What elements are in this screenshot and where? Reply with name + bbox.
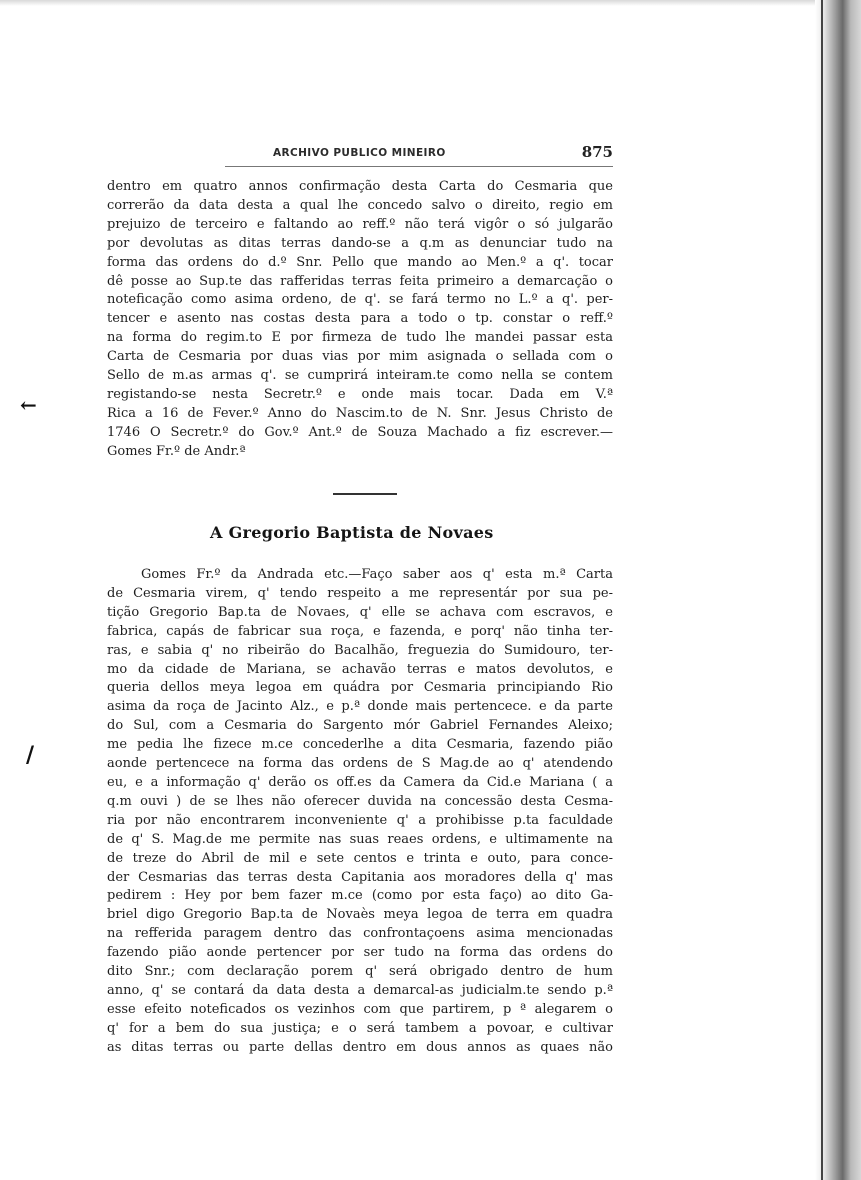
text-line: na forma do regim.to E por firmeza de tudo lhe mandei passar esta: [107, 330, 613, 346]
text-line: anno, q' se contará da data desta a demarcal-as judicialm.te sendo p.ª: [107, 982, 613, 998]
text-line: ras, e sabia q' no ribeirão do Bacalhão, freguezia do Sumidouro, ter-: [107, 642, 613, 658]
text-line: Sello de m.as armas q'. se cumprirá inteiram.te como nella se contem: [107, 368, 613, 384]
text-line: aonde pertencece na forma das ordens de S Mag.de ao q' atendendo: [107, 756, 613, 772]
text-line: de treze do Abril de mil e sete centos e trinta e outo, para conce-: [107, 850, 613, 866]
text-line: Gomes Fr.º da Andrada etc.—Faço saber aos q' esta m.ª Carta: [141, 567, 613, 582]
page-edge-line: [821, 0, 823, 1180]
text-line: briel digo Gregorio Bap.ta de Novaès meya legoa de terra em quadra: [107, 907, 613, 923]
paragraph-carta-ending: [107, 178, 613, 462]
text-line: mo da cidade de Mariana, se achavão terras e matos devolutos, e: [107, 661, 613, 677]
text-line: correrão da data desta a qual lhe concedo salvo o direito, regio em: [107, 197, 613, 213]
text-line: tencer e asento nas costas desta para a todo o tp. constar o reff.º: [107, 311, 613, 327]
text-line: pedirem : Hey por bem fazer m.ce (como por esta faço) ao dito Ga-: [107, 888, 613, 904]
text-line: q' for a bem do sua justiça; e o será tambem a povoar, e cultivar: [107, 1020, 613, 1036]
text-line: q.m ouvi ) de se lhes não oferecer duvida na concessão desta Cesma-: [107, 793, 613, 809]
text-line: Rica a 16 de Fever.º Anno do Nascim.to de N. Snr. Jesus Christo de: [107, 405, 613, 421]
text-line: forma das ordens do d.º Snr. Pello que mando ao Men.º a q'. tocar: [107, 254, 613, 270]
margin-arrow-mark: ←: [20, 393, 37, 417]
page-number: 875: [581, 143, 613, 161]
text-line: fabrica, capás de fabricar sua roça, e fazenda, e porq' não tinha ter-: [107, 623, 613, 639]
section-separator-rule: [333, 493, 397, 495]
running-head: [225, 143, 613, 163]
text-line: na refferida paragem dentro das confrontaçoens asima mencionadas: [107, 926, 613, 942]
text-line: esse efeito noteficados os vezinhos com que partirem, p ª alegarem o: [107, 1001, 613, 1017]
text-line-signature: Gomes Fr.º de Andr.ª: [107, 443, 246, 459]
text-line: fazendo pião aonde pertencer por ser tudo na forma das ordens do: [107, 945, 613, 961]
margin-slash-mark: /: [26, 742, 35, 768]
text-line: me pedia lhe fizece m.ce concederlhe a dita Cesmaria, fazendo pião: [107, 737, 613, 753]
text-line: 1746 O Secretr.º do Gov.º Ant.º de Souza Machado a fiz escrever.—: [107, 424, 613, 440]
text-line: ria por não encontrarem inconveniente q' a prohibisse p.ta faculdade: [107, 812, 613, 828]
text-line: do Sul, com a Cesmaria do Sargento mór Gabriel Fernandes Aleixo;: [107, 718, 613, 734]
text-line: por devolutas as ditas terras dando-se a q.m as denunciar tudo na: [107, 235, 613, 251]
text-line: dentro em quatro annos confirmação desta Carta do Cesmaria que: [107, 179, 613, 194]
text-line: eu, e a informação q' derão os off.es da Camera da Cid.e Mariana ( a: [107, 774, 613, 790]
text-line: noteficação como asima ordeno, de q'. se fará termo no L.º a q'. per-: [107, 292, 613, 308]
text-line: asima da roça de Jacinto Alz., e p.ª donde mais pertencece. e da parte: [107, 699, 613, 715]
text-line: queria dellos meya legoa em quádra por Cesmaria principiando Rio: [107, 680, 613, 696]
text-line: prejuizo de terceiro e faltando ao reff.º não terá vigôr o só julgarão: [107, 216, 613, 232]
text-line: dê posse ao Sup.te das rafferidas terras feita primeiro a demarcação o: [107, 273, 613, 289]
paragraph-carta-body: [107, 566, 613, 1058]
text-line: der Cesmarias das terras desta Capitania aos moradores della q' mas: [107, 869, 613, 885]
text-line: Carta de Cesmaria por duas vias por mim asignada o sellada com o: [107, 349, 613, 365]
text-line: as ditas terras ou parte dellas dentro em dous annos as quaes não: [107, 1039, 613, 1055]
text-line: dito Snr.; com declaração porem q' será obrigado dentro de hum: [107, 964, 613, 980]
scan-top-shadow: [0, 0, 861, 6]
section-heading: A Gregorio Baptista de Novaes: [210, 523, 494, 542]
text-line: registando-se nesta Secretr.º e onde mais tocar. Dada em V.ª: [107, 386, 613, 402]
text-line: de Cesmaria virem, q' tendo respeito a me representár por sua pe-: [107, 585, 613, 601]
header-rule: [225, 166, 613, 167]
running-title: ARCHIVO PUBLICO MINEIRO: [273, 147, 446, 159]
text-line: tição Gregorio Bap.ta de Novaes, q' elle se achava com escravos, e: [107, 604, 613, 620]
text-line: de q' S. Mag.de me permite nas suas reaes ordens, e ultimamente na: [107, 831, 613, 847]
